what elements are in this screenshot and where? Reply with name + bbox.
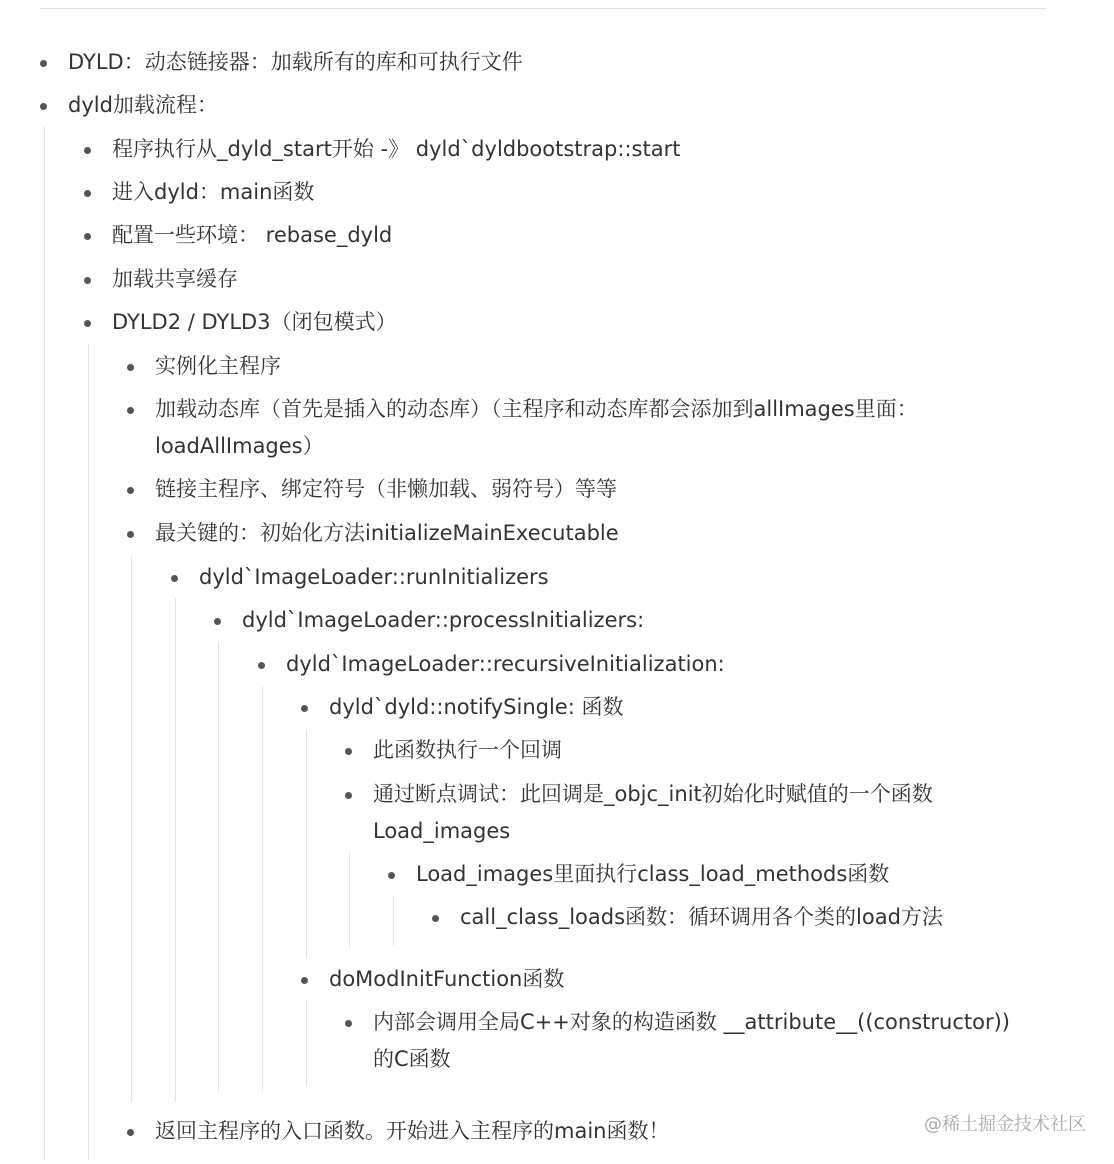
indent-guide <box>131 556 132 1102</box>
bullet-icon <box>345 792 352 799</box>
bullet-icon <box>84 147 91 154</box>
list-item-line: 的C函数 <box>373 1047 451 1071</box>
list-item-text: DYLD：动态链接器：加载所有的库和可执行文件 <box>68 50 523 74</box>
list-item-text: call_class_loads函数：循环调用各个类的load方法 <box>460 905 943 929</box>
list-item-line: Load_images <box>373 819 511 843</box>
list-item-text <box>155 391 918 465</box>
indent-guide <box>393 896 394 946</box>
indent-guide <box>88 344 89 1160</box>
list-item-text: 最关键的：初始化方法initializeMainExecutable <box>155 521 619 545</box>
list-item-text: Load_images里面执行class_load_methods函数 <box>416 862 890 886</box>
list-item-text: 程序执行从_dyld_start开始 -》 dyld`dyldbootstrap::start <box>112 137 681 161</box>
bullet-icon <box>40 60 47 67</box>
list-item-text: dyld`ImageLoader::recursiveInitialization: <box>286 652 725 676</box>
indent-guide <box>218 642 219 1092</box>
bullet-icon <box>84 320 91 327</box>
list-item-text: dyld加载流程： <box>68 93 218 117</box>
indent-guide <box>175 598 176 1102</box>
bullet-icon <box>127 531 134 538</box>
list-item-text: 此函数执行一个回调 <box>373 738 562 762</box>
list-item-text: 实例化主程序 <box>155 354 281 378</box>
bullet-icon <box>301 705 308 712</box>
list-item-text: DYLD2 / DYLD3（闭包模式） <box>112 310 397 334</box>
indent-guide <box>306 730 307 958</box>
list-item-text: dyld`ImageLoader::processInitializers: <box>242 608 645 632</box>
list-item-line: 加载动态库（首先是插入的动态库）（主程序和动态库都会添加到allImages里面： <box>155 397 918 421</box>
watermark: @稀土掘金技术社区 <box>924 1114 1086 1135</box>
bullet-icon <box>388 872 395 879</box>
list-item-text: 加载共享缓存 <box>112 267 238 291</box>
bullet-icon <box>214 618 221 625</box>
indent-guide <box>349 852 350 948</box>
top-divider <box>40 8 1046 9</box>
bullet-icon <box>127 407 134 414</box>
bullet-icon <box>84 190 91 197</box>
bullet-icon <box>127 364 134 371</box>
bullet-icon <box>84 277 91 284</box>
bullet-icon <box>84 233 91 240</box>
bullet-icon <box>127 1129 134 1136</box>
list-item-line: 内部会调用全局C++对象的构造函数 __attribute__((constructor)) <box>373 1010 1010 1034</box>
indent-guide <box>262 686 263 1092</box>
bullet-icon <box>171 575 178 582</box>
bullet-icon <box>301 977 308 984</box>
bullet-icon <box>345 748 352 755</box>
bullet-icon <box>432 915 439 922</box>
list-item-text: 返回主程序的入口函数。开始进入主程序的main函数！ <box>155 1119 670 1143</box>
bullet-icon <box>345 1020 352 1027</box>
list-item-line: 通过断点调试：此回调是_objc_init初始化时赋值的一个函数 <box>373 782 933 806</box>
list-item-text: 链接主程序、绑定符号（非懒加载、弱符号）等等 <box>155 477 617 501</box>
indent-guide <box>306 1000 307 1086</box>
bullet-icon <box>258 662 265 669</box>
bullet-icon <box>127 487 134 494</box>
list-item-text: 配置一些环境： rebase_dyld <box>112 223 393 247</box>
list-item-text: dyld`dyld::notifySingle: 函数 <box>329 695 624 719</box>
list-item-line: loadAllImages） <box>155 434 324 458</box>
indent-guide <box>44 126 45 1160</box>
list-item-text: 进入dyld：main函数 <box>112 180 315 204</box>
list-item-text: dyld`ImageLoader::runInitializers <box>199 565 549 589</box>
list-item-text <box>373 776 933 850</box>
list-item-text <box>373 1004 1010 1078</box>
bullet-icon <box>40 103 47 110</box>
list-item-text: doModInitFunction函数 <box>329 967 565 991</box>
